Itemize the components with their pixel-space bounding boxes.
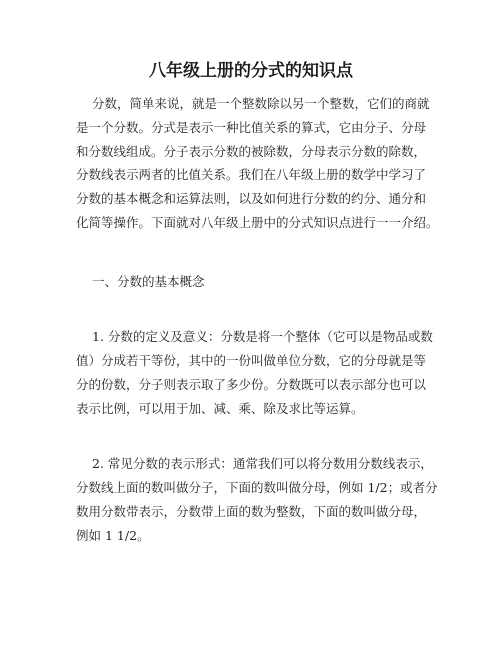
intro-line: 是一个分数。分式是表示一种比值关系的算式，它由分子、分母 (76, 120, 427, 135)
document-title: 八年级上册的分式的知识点 (149, 61, 353, 81)
section-heading: 一、分数的基本概念 (92, 274, 205, 289)
item-2-line: 2. 常见分数的表示形式：通常我们可以将分数用分数线表示， (92, 456, 433, 471)
item-1-line: 分的份数，分子则表示取了多少份。分数既可以表示部分也可以 (76, 377, 427, 392)
item-2-line: 分数线上面的数叫做分子，下面的数叫做分母，例如 1/2；或者分 (76, 480, 438, 495)
item-1-line: 值）分成若干等份，其中的一份叫做单位分数，它的分母就是等 (76, 353, 427, 368)
item-2-line: 例如 1 1/2。 (76, 528, 150, 543)
intro-line: 分数，简单来说，就是一个整数除以另一个整数，它们的商就 (92, 96, 430, 111)
intro-line: 和分数线组成。分子表示分数的被除数，分母表示分数的除数， (76, 144, 427, 159)
intro-line: 分数线表示两者的比值关系。我们在八年级上册的数学中学习了 (76, 167, 427, 182)
item-1-line: 1. 分数的定义及意义：分数是将一个整体（它可以是物品或数 (92, 329, 433, 344)
intro-line: 化简等操作。下面就对八年级上册中的分式知识点进行一一介绍。 (76, 215, 439, 230)
intro-line: 分数的基本概念和运算法则，以及如何进行分数的约分、通分和 (76, 191, 427, 206)
item-1-line: 表示比例，可以用于加、减、乘、除及求比等运算。 (76, 401, 364, 416)
item-2-line: 数用分数带表示，分数带上面的数为整数，下面的数叫做分母， (76, 504, 427, 519)
